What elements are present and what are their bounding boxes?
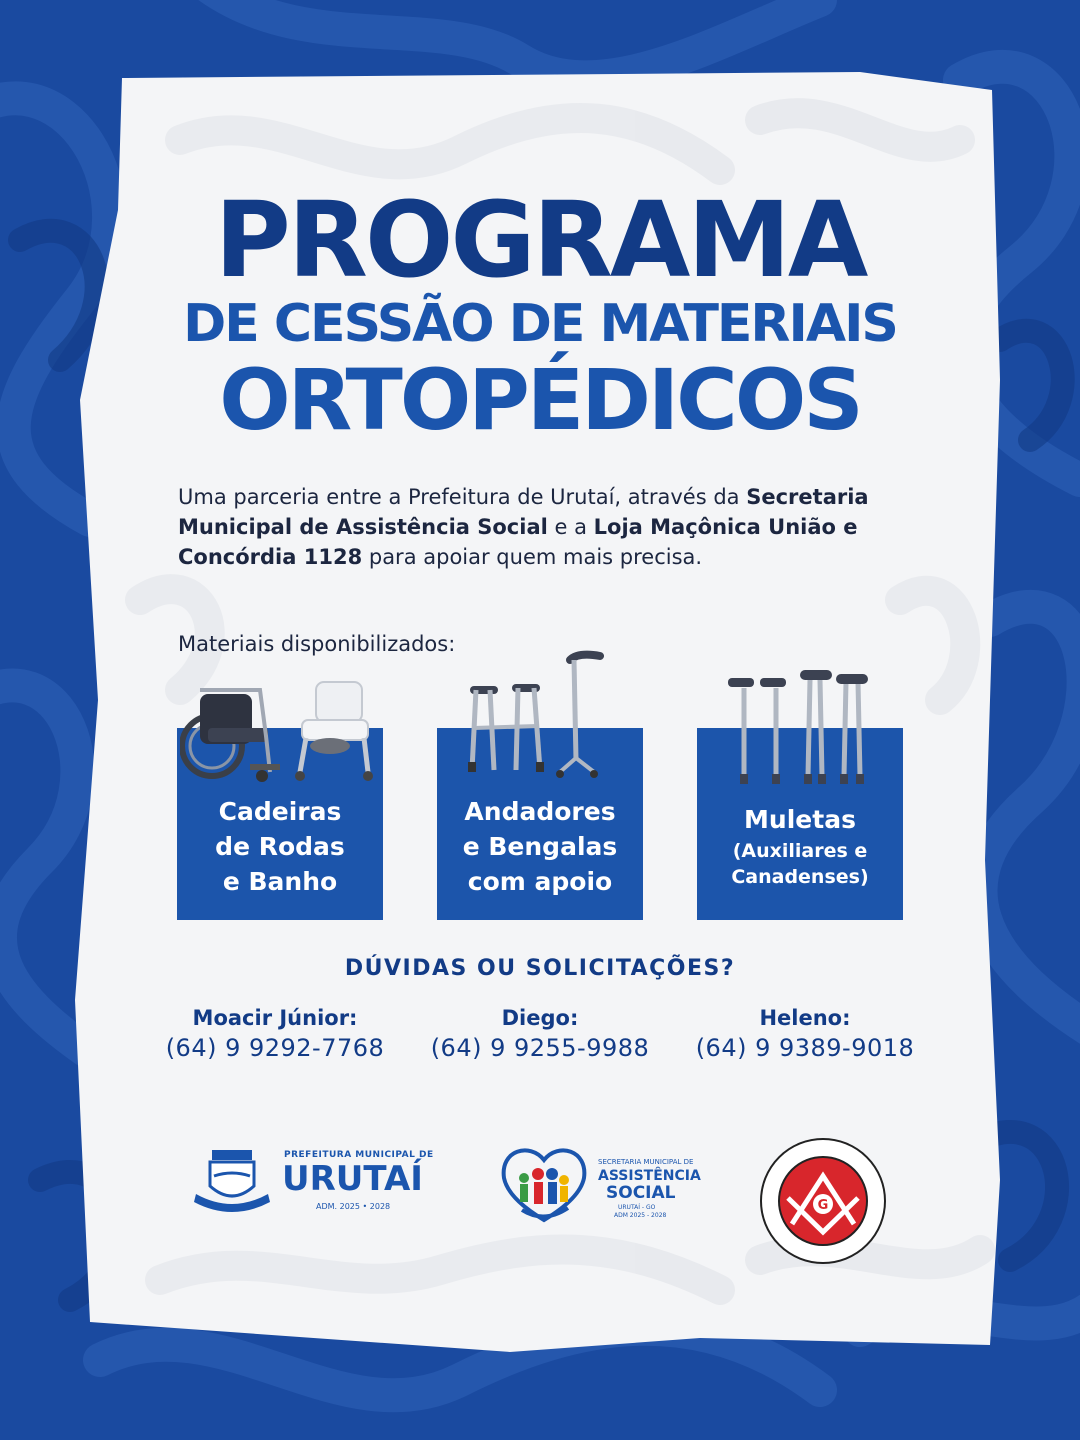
card-line-3: e Banho bbox=[222, 867, 338, 896]
card-line-1: Andadores bbox=[464, 797, 616, 826]
faq-heading: DÚVIDAS OU SOLICITAÇÕES? bbox=[344, 956, 736, 981]
poster-title: PROGRAMA bbox=[214, 179, 866, 301]
contact-heleno bbox=[675, 1004, 935, 1064]
card-line-2: de Rodas bbox=[215, 832, 345, 861]
contact-phone[interactable]: (64) 9 9255-9988 bbox=[430, 1034, 650, 1062]
assistencia-line2: SOCIAL bbox=[606, 1183, 676, 1203]
prefeitura-name: URUTAÍ bbox=[282, 1159, 423, 1199]
prefeitura-logo bbox=[190, 1142, 450, 1222]
family-heart-icon bbox=[494, 1144, 594, 1226]
crutches-icon bbox=[720, 664, 880, 788]
contact-phone[interactable]: (64) 9 9389-9018 bbox=[695, 1034, 915, 1062]
walker-icon bbox=[460, 650, 620, 780]
card-line-3: Canadenses) bbox=[731, 866, 869, 888]
assistencia-top-text: SECRETARIA MUNICIPAL DE bbox=[598, 1158, 694, 1166]
poster-title-secondary: ORTOPÉDICOS bbox=[219, 351, 861, 449]
card-line-3: com apoio bbox=[467, 867, 613, 896]
contact-moacir bbox=[145, 1004, 405, 1064]
intro-paragraph bbox=[178, 482, 878, 572]
intro-text-2: e a bbox=[547, 515, 594, 539]
prefeitura-adm: ADM. 2025 • 2028 bbox=[316, 1202, 391, 1211]
assistencia-line1: ASSISTÊNCIA bbox=[598, 1168, 701, 1184]
assistencia-social-logo bbox=[494, 1140, 704, 1230]
card-line-1: Muletas bbox=[744, 805, 856, 834]
intro-bold-loja: Loja Maçônica União e Concórdia 1128 bbox=[178, 515, 858, 569]
contact-name: Moacir Júnior: bbox=[192, 1006, 358, 1030]
intro-bold-secretaria: Secretaria Municipal de Assistência Social bbox=[178, 485, 869, 539]
coat-of-arms-icon bbox=[190, 1146, 274, 1216]
intro-text-1: Uma parceria entre a Prefeitura de Urutaí, através da bbox=[178, 485, 747, 509]
assistencia-adm: ADM 2025 - 2028 bbox=[614, 1212, 667, 1219]
prefeitura-top-text: PREFEITURA MUNICIPAL DE bbox=[284, 1150, 434, 1160]
intro-text-3: para apoiar quem mais precisa. bbox=[362, 545, 703, 569]
materials-label: Materiais disponibilizados: bbox=[178, 632, 456, 656]
shower-chair-icon bbox=[280, 676, 380, 786]
contact-name: Heleno: bbox=[759, 1006, 851, 1030]
poster-subtitle: DE CESSÃO DE MATERIAIS bbox=[183, 294, 897, 354]
contact-phone[interactable]: (64) 9 9292-7768 bbox=[165, 1034, 385, 1062]
card-line-2: (Auxiliares e bbox=[732, 840, 868, 862]
seal-letter: G bbox=[817, 1198, 829, 1213]
contact-name: Diego: bbox=[501, 1006, 579, 1030]
assistencia-city: URUTAÍ - GO bbox=[618, 1204, 656, 1211]
contact-diego bbox=[410, 1004, 670, 1064]
card-line-1: Cadeiras bbox=[218, 797, 342, 826]
masonic-seal-logo bbox=[758, 1136, 888, 1266]
card-line-2: e Bengalas bbox=[462, 832, 618, 861]
